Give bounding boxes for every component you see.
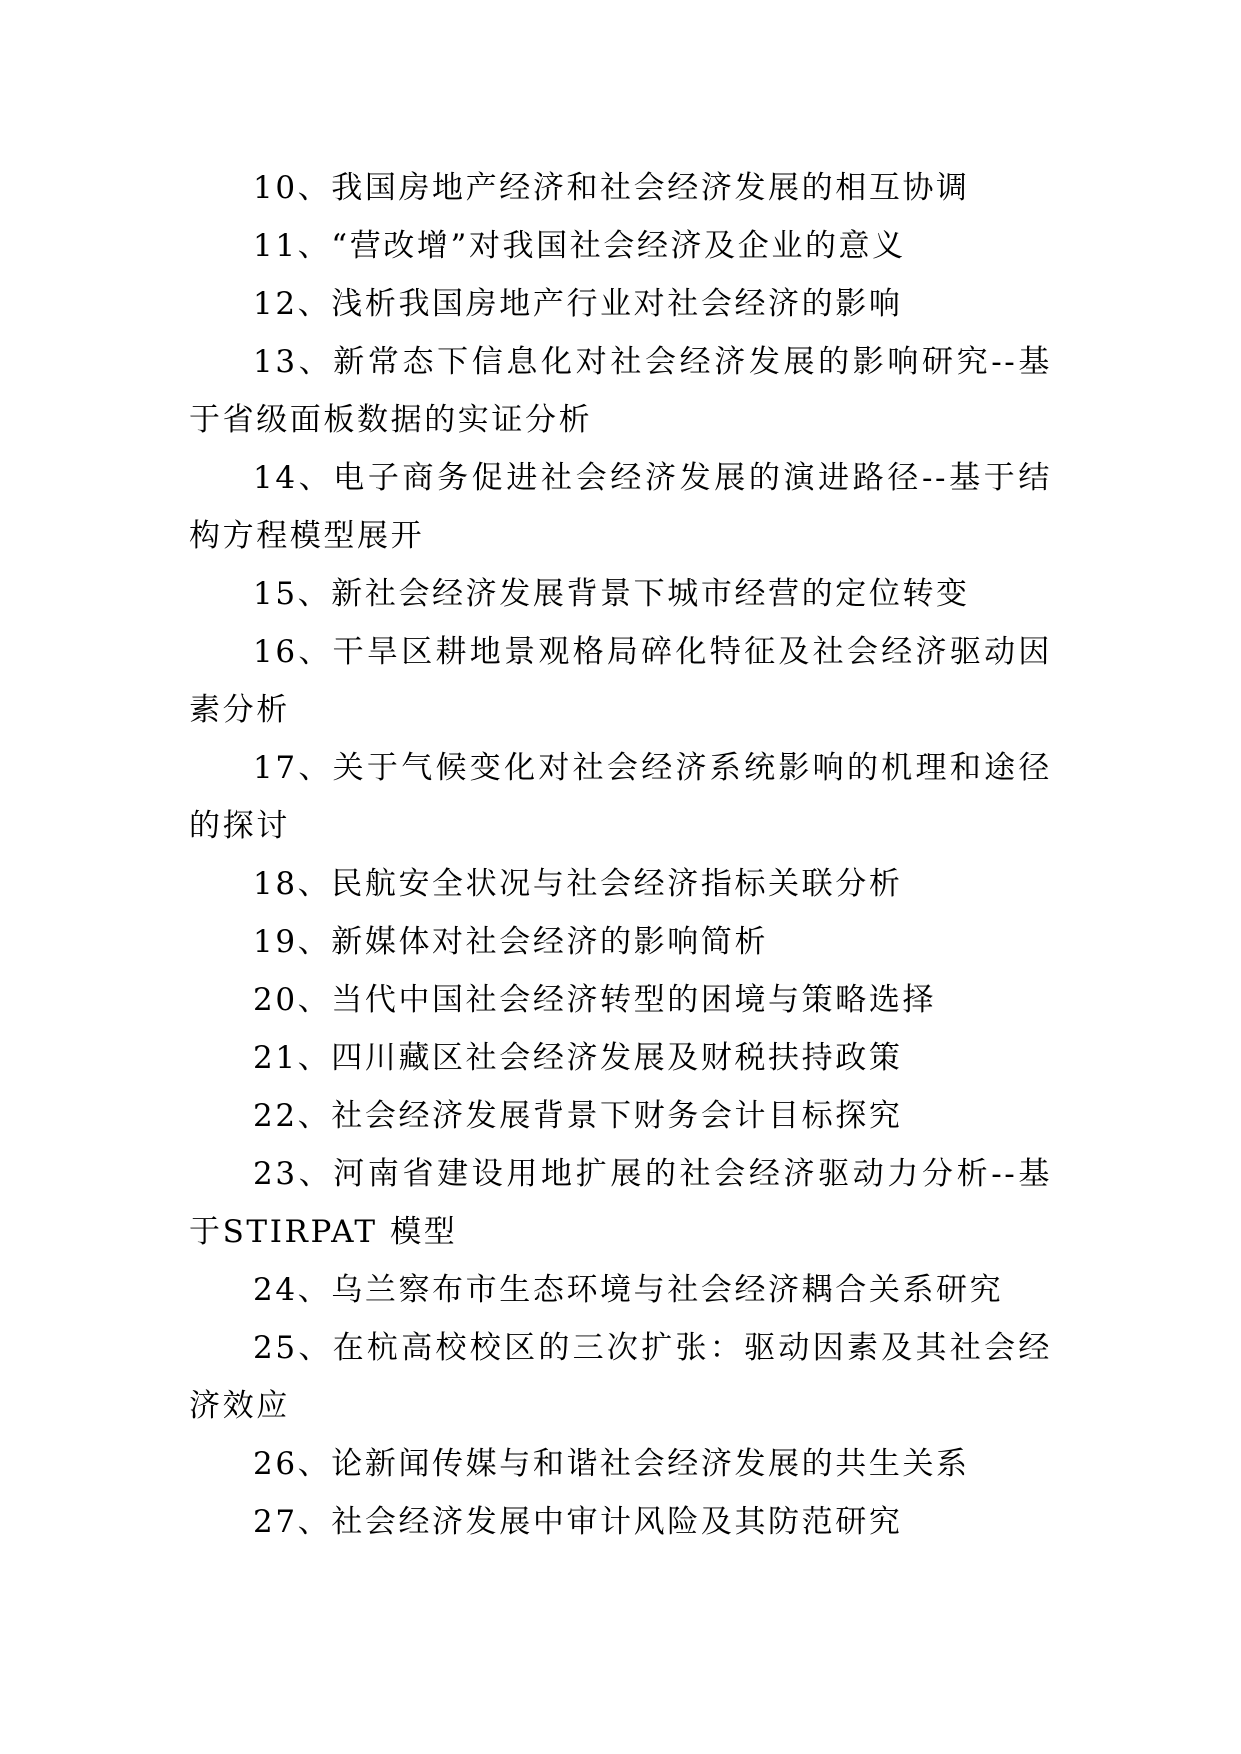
topic-list [189, 159, 1052, 1551]
list-item: 19、新媒体对社会经济的影响简析 [253, 924, 769, 960]
list-item: 10、我国房地产经济和社会经济发展的相互协调 [253, 170, 970, 206]
list-item: 25、在杭高校校区的三次扩张：驱动因素及其社会经济效应 [189, 1330, 1052, 1424]
list-item: 11、“营改增”对我国社会经济及企业的意义 [253, 228, 906, 264]
list-item: 16、干旱区耕地景观格局碎化特征及社会经济驱动因素分析 [189, 634, 1052, 728]
list-item: 12、浅析我国房地产行业对社会经济的影响 [253, 286, 903, 322]
list-item: 23、河南省建设用地扩展的社会经济驱动力分析--基于STIRPAT 模型 [189, 1156, 1052, 1250]
list-item: 18、民航安全状况与社会经济指标关联分析 [253, 866, 903, 902]
list-item: 14、电子商务促进社会经济发展的演进路径--基于结构方程模型展开 [189, 460, 1052, 554]
list-item: 26、论新闻传媒与和谐社会经济发展的共生关系 [253, 1446, 970, 1482]
list-item: 17、关于气候变化对社会经济系统影响的机理和途径的探讨 [189, 750, 1052, 844]
list-item: 21、四川藏区社会经济发展及财税扶持政策 [253, 1040, 903, 1076]
list-item: 24、乌兰察布市生态环境与社会经济耦合关系研究 [253, 1272, 1004, 1308]
list-item: 15、新社会经济发展背景下城市经营的定位转变 [253, 576, 970, 612]
list-item: 27、社会经济发展中审计风险及其防范研究 [253, 1504, 903, 1540]
list-item: 22、社会经济发展背景下财务会计目标探究 [253, 1098, 903, 1134]
list-item: 20、当代中国社会经济转型的困境与策略选择 [253, 982, 937, 1018]
list-item: 13、新常态下信息化对社会经济发展的影响研究--基于省级面板数据的实证分析 [189, 344, 1052, 438]
